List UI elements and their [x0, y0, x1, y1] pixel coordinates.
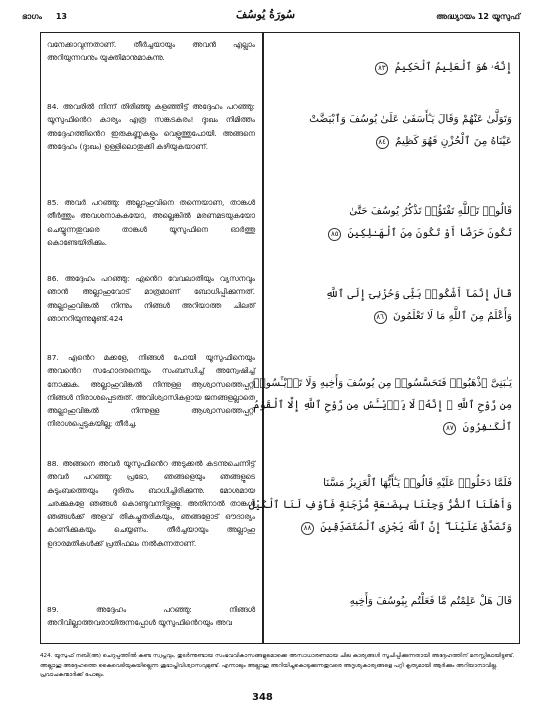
ayah-number-marker: ٨٣: [375, 62, 388, 75]
ayah-86: قَالَ إِنَّمَآ أَشْكُوا۟ بَثِّى وَحُزْنِىٓ إِلَى ٱللَّهِ وَأَعْلَمُ مِنَ ٱللَّهِ مَا لَا تَعْلَمُونَ ٨٦: [325, 288, 512, 322]
chapter-label: അദ്ധ്യായം 12 യൂസുഫ്: [436, 12, 520, 21]
ayah-84: وَتَوَلَّىٰ عَنْهُمْ وَقَالَ يَـٰٓأَسَفَىٰ عَلَىٰ يُوسُفَ وَٱبْيَضَّتْ عَيْنَاهُ مِنَ ٱلْحُزْنِ فَهُوَ كَظِيمٌ ٨٤: [309, 113, 512, 147]
ayah-number-marker: ٨٧: [443, 422, 456, 435]
ayah-number-marker: ٨٦: [374, 311, 387, 324]
ayah-number-marker: ٨٤: [376, 136, 389, 149]
ayah-88: فَلَمَّا دَخَلُوا۟ عَلَيْهِ قَالُوا۟ يَـٰٓأَيُّهَا ٱلْعَزِيزُ مَسَّنَا وَأَهْلَنَا ٱلضُّرُّ وَجِئْنَا بِبِضَـٰعَةٍ مُّزْجَىٰةٍ فَأَوْفِ لَنَا ٱلْكَيْلَ وَتَصَدَّقْ عَلَيْنَآ ۖ إِنَّ ٱللَّهَ يَجْزِى ٱلْمُتَصَدِّقِينَ ٨٨: [248, 477, 512, 533]
part-label: ഭാഗം: [22, 12, 42, 21]
column-divider: [262, 32, 264, 644]
ayah-number-marker: ٨٨: [301, 522, 314, 535]
ayah-number-marker: ٨٥: [328, 228, 341, 241]
translation-block-88: 88. അങ്ങനെ അവർ യൂസുഫിൻെറ അടുക്കൽ കടന്നുചെന്നിട്ട് അവർ പറഞ്ഞു: പ്രഭോ, ഞങ്ങളെയും ഞങ്ങളുടെ കുടുംബത്തെയും ദുരിതം ബാധിച്ചിരിക്കുന്നു. മോശമായ ചരക്കുകളേ ഞങ്ങൾ കൊണ്ടുവന്നിട്ടുള്ളൂ. അതിനാൽ താങ്കൾ ഞങ്ങൾക്ക് അളവ് തികച്ചുതരികയും, ഞങ്ങളോട് ഔദാര്യം കാണിക്കുകയും ചെയ്യണം. തീർച്ചയായും അല്ലാഹു ഉദാരമതികൾക്ക് പ്രതിഫലം നൽകുന്നതാണ്.: [47, 459, 255, 548]
translation-block-85: 85. അവർ പറഞ്ഞു: അല്ലാഹുവിനെ തന്നെയാണ, താങ്കൾ തീർത്തും അവശനാകുകയോ, അല്ലെങ്കിൽ മരണമടയുകയോ ചെയ്യുന്നതുവരെ താങ്കൾ യൂസുഫിനെ ഓർത്തു കൊണ്ടേയിരിക്കും.: [47, 198, 255, 247]
translation-block-87: 87. എൻെറ മക്കളേ, നിങ്ങൾ പോയി യൂസുഫിനെയും അവൻെറ സഹോദരനെയും സംബന്ധിച്ച് അന്വേഷിച്ച് നോക്കുക. അല്ലാഹുവിങ്കൽ നിന്നുള്ള ആശ്വാസത്തെപ്പറ്റി നിങ്ങൾ നിരാശപ്പെടരുത്. അവിശ്വാസികളായ ജനങ്ങളല്ലാതെ അല്ലാഹുവിങ്കൽ നിന്നുള്ള ആശ്വാസത്തെപ്പറ്റി നിരാശപ്പെടുകയില്ല; തീർച്ച.: [47, 353, 255, 429]
ayah-87: يَـٰبَنِىَّ ٱذْهَبُوا۟ فَتَحَسَّسُوا۟ مِن يُوسُفَ وَأَخِيهِ وَلَا تَا۟يْـَٔسُوا۟ مِن رَّوْحِ ٱللَّهِ ۖ إِنَّهُۥ لَا يَا۟يْـَٔسُ مِن رَّوْحِ ٱللَّهِ إِلَّا ٱلْقَوْمُ ٱلْكَـٰفِرُونَ ٨٧: [253, 377, 512, 433]
part-indicator: [22, 12, 81, 22]
translation-block-86: 86. അദ്ദേഹം പറഞ്ഞു: എൻെറ വേവലാതിയും വ്യസനവും ഞാൻ അല്ലാഹുവോട് മാത്രമാണ് ബോധിപ്പിക്കുന്നത്. അല്ലാഹുവിങ്കൽ നിന്നും നിങ്ങൾ അറിയാത്ത ചിലത് ഞാനറിയുന്നുമുണ്ട്.424: [47, 274, 255, 323]
footnote: 424. യൂസുഫ് നബി(അ) ചെറുപ്പത്തിൽ കണ്ട സ്വപ്നവും, തുടർന്നുണ്ടായ സംഭവവികാസങ്ങളുമൊക്കെ അസാധാരണമായ ചില കാര്യങ്ങൾ സൂചിപ്പിക്കുന്നതായി അദ്ദേഹത്തിന് മനസ്സിലായിട്ടുണ്ട്. അല്ലാഹു അദ്ദേഹത്തെ കൈവെടിയുകയില്ലെന്ന ശുഭാപ്തിവിശ്വാസവുമുണ്ട്. എന്നാലും അല്ലാഹു അറിയിച്ചുകൊടുക്കുന്നതുവരെ അദൃശ്യകാര്യങ്ങളെ പറ്റി കൃത്യമായി ആർക്കും അറിയാനാവില്ല. പ്രവാചകന്മാർക്ക് പോലും.: [40, 653, 515, 678]
ayah-83: إِنَّهُۥ هُوَ ٱلْعَلِيمُ ٱلْحَكِيمُ ٨٣: [272, 56, 512, 78]
page-number: 348: [252, 692, 273, 703]
ayah-85: قَالُوا۟ تَٱللَّهِ تَفْتَؤُا۟ تَذْكُرُ يُوسُفَ حَتَّىٰ تَكُونَ حَرَضًا أَوْ تَكُونَ مِنَ ٱلْهَـٰلِكِينَ ٨٥: [272, 200, 512, 244]
page-header: [22, 8, 520, 30]
translation-block-83: വനേക്കാവുന്നതാണ്. തീർച്ചയായും അവൻ എല്ലാം അറിയുന്നവനും യുക്തിമാനുമാകുന്നു.: [47, 40, 255, 63]
translation-block-84: 84. അവരിൽ നിന്ന് തിരിഞ്ഞു കളഞ്ഞിട്ട് അദ്ദേഹം പറഞ്ഞു: യൂസുഫിൻെറ കാര്യം എത്ര സങ്കടകരം! ദുഃഖം നിമിത്തം അദ്ദേഹത്തിൻെറ ഇരുകണ്ണുകളും വെളുത്തുപോയി. അങ്ങനെ അദ്ദേഹം (ദുഃഖം) ഉള്ളിലൊതുക്കി കഴിയുകയാണ്.: [47, 102, 255, 151]
ayah-89: قَالَ هَلْ عَلِمْتُم مَّا فَعَلْتُم بِيُوسُفَ وَأَخِيهِ: [349, 595, 512, 607]
translation-block-89: 89. അദ്ദേഹം പറഞ്ഞു: നിങ്ങൾ അറിവില്ലാത്തവരായിരുന്നപ്പോൾ യൂസുഫിൻെറയും അവ: [47, 605, 255, 628]
part-number: 13: [55, 12, 67, 21]
surah-title: سُورَةُ يُوسُفَ: [236, 8, 296, 21]
